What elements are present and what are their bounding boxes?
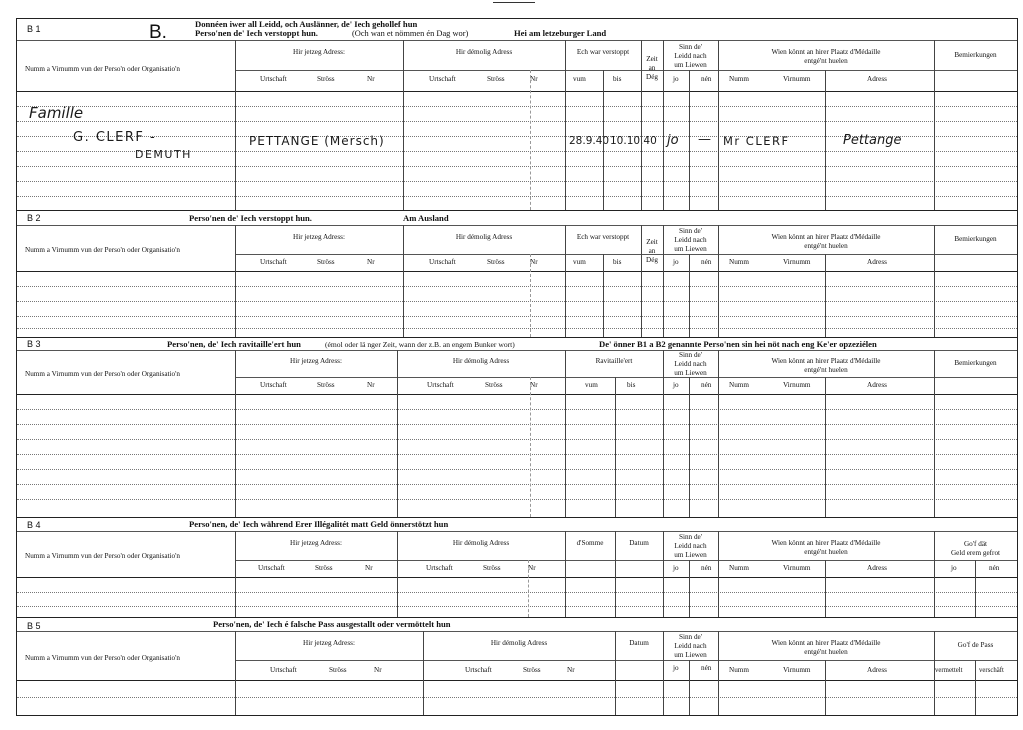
b5-date-header: Datum (629, 639, 649, 647)
b1-days-1: Zeit (646, 55, 658, 63)
b1-section-code: B 1 (27, 24, 41, 34)
b5-cur-nr: Nr (374, 666, 382, 674)
b1-entry-to: 10.10.40 (610, 135, 657, 147)
b2-to: bis (613, 258, 622, 266)
b1-old-locality: Urtschaft (429, 75, 456, 83)
b1-suffered-1: Sinn de' (678, 43, 703, 51)
b3-title-a: Perso'nen, de' Iech ravitaille'ert hun (167, 339, 301, 349)
b2-suffered-2: Leidd nach (674, 236, 707, 244)
b4-name-col-header: Numm a Virnumm vun der Perso'n oder Organisatio'n (25, 552, 181, 560)
b5-top-border (17, 617, 1017, 618)
b4-col (235, 531, 236, 617)
b2-row-line (17, 286, 1017, 287)
b3-row-line (17, 409, 1017, 410)
top-mark (493, 2, 535, 3)
b1-to: bis (613, 75, 622, 83)
b1-col (603, 70, 604, 210)
b4-row-line (17, 592, 1017, 593)
b4-old-locality: Urtschaft (426, 564, 453, 572)
b3-top-border (17, 337, 1017, 338)
b4-section-code: B 4 (27, 520, 41, 530)
b2-col (825, 254, 826, 337)
b1-cur-street: Ströss (317, 75, 335, 83)
b3-col (615, 377, 616, 517)
b2-no: nén (701, 258, 712, 266)
b4-cur-street: Ströss (315, 564, 333, 572)
b3-yes: jo (673, 381, 679, 389)
b2-col (603, 254, 604, 337)
b4-sum-header: d'Somme (576, 539, 604, 547)
b1-header-bottom (17, 91, 1017, 92)
b4-top-border (17, 517, 1017, 518)
b1-current-addr-header: Hir jetzeg Adress: (293, 48, 345, 56)
b3-old-street: Ströss (485, 381, 503, 389)
b2-col (663, 225, 664, 337)
b1-hidden-header: Ech war verstoppt (576, 48, 630, 56)
b1-title-divider (17, 40, 1017, 41)
b2-medal-name: Numm (729, 258, 749, 266)
b4-old-nr: Nr (528, 564, 536, 572)
b4-no: nén (701, 564, 712, 572)
b1-medal-first: Virnumm (783, 75, 811, 83)
b2-col (235, 225, 236, 337)
b5-medal-addr: Adress (867, 666, 887, 674)
b4-yes: jo (673, 564, 679, 572)
b5-medal-name: Numm (729, 666, 749, 674)
b4-cur-locality: Urtschaft (258, 564, 285, 572)
b3-medal-addr: Adress (867, 381, 887, 389)
b5-pass-header: Go'f de Pass (957, 641, 994, 649)
b1-cur-nr: Nr (367, 75, 375, 83)
b5-name-col-header: Numm a Virnumm vun der Perso'n oder Organisatio'n (25, 654, 181, 662)
b4-medal-addr: Adress (867, 564, 887, 572)
b1-row-line (17, 196, 1017, 197)
b1-days-3: Dég (646, 73, 658, 81)
b4-suffered-2: Leidd nach (674, 542, 707, 550)
b3-col (530, 377, 531, 517)
b3-col (825, 377, 826, 517)
b5-section-code: B 5 (27, 621, 41, 631)
b3-subheader-divider (235, 377, 1017, 378)
b3-row-line (17, 424, 1017, 425)
b2-top-border (17, 210, 1017, 211)
b3-old-locality: Urtschaft (427, 381, 454, 389)
b2-section-code: B 2 (27, 213, 41, 223)
b1-suffered-2: Leidd nach (674, 52, 707, 60)
b4-col (528, 560, 529, 617)
b1-top-border (17, 18, 1017, 19)
b1-entry-medal-addr: Pettange (843, 133, 902, 148)
b1-entry-from: 28.9.40 (569, 135, 610, 147)
b4-col (615, 531, 616, 617)
b3-old-nr: Nr (530, 381, 538, 389)
b5-medal-2: entgé'nt huelen (804, 648, 848, 656)
b2-title-a: Perso'nen de' Iech verstoppt hun. (189, 213, 312, 223)
b4-current-addr-header: Hir jetzeg Adress: (290, 539, 342, 547)
b1-col (403, 40, 404, 210)
b4-header-bottom (17, 577, 1017, 578)
b1-col (530, 70, 531, 210)
b4-col (663, 531, 664, 617)
b2-col (718, 225, 719, 337)
b1-row-line (17, 121, 1017, 122)
b5-old-locality: Urtschaft (465, 666, 492, 674)
b2-col (565, 225, 566, 337)
b5-suffered-2: Leidd nach (674, 642, 707, 650)
b1-old-nr: Nr (530, 75, 538, 83)
b5-medal-1: Wien könnt an hirer Plaatz d'Médaille (771, 639, 881, 647)
b1-title-line1: Donnéen iwer all Leidd, och Auslänner, de' Iech gehollef hun (195, 19, 418, 29)
b2-old-locality: Urtschaft (429, 258, 456, 266)
b3-title-c: De' önner B1 a B2 genannte Perso'nen sin hei nöt nach eng Ke'er opzeziélen (599, 339, 877, 349)
b4-returned-1: Go'f dät (963, 540, 988, 548)
b1-col (689, 70, 690, 210)
b2-col (689, 254, 690, 337)
b5-title: Perso'nen, de' Iech é falsche Pass ausgestallt oder vermöttelt hun (213, 619, 451, 629)
b4-cur-nr: Nr (365, 564, 373, 572)
b5-col (718, 631, 719, 715)
b2-row-line (17, 316, 1017, 317)
b5-old-nr: Nr (567, 666, 575, 674)
b3-supply-header: Ravitaille'ert (595, 357, 633, 365)
b4-col (934, 531, 935, 617)
b2-days-1: Zeit (646, 238, 658, 246)
b1-old-street: Ströss (487, 75, 505, 83)
b2-cur-nr: Nr (367, 258, 375, 266)
b1-col (718, 40, 719, 210)
b4-subheader-divider (235, 560, 1017, 561)
b3-col (689, 377, 690, 517)
b5-col (975, 660, 976, 715)
b5-current-addr-header: Hir jetzeg Adress: (303, 639, 355, 647)
b1-entry-yes: jo (667, 133, 679, 148)
form-bottom-border (17, 715, 1017, 716)
b5-suffered-3: um Liewen (674, 651, 707, 659)
b3-col (397, 350, 398, 517)
b2-days-2: an (648, 247, 656, 255)
b3-col (934, 350, 935, 517)
b2-medal-1: Wien könnt an hirer Plaatz d'Médaille (771, 233, 881, 241)
b3-medal-2: entgé'nt huelen (804, 366, 848, 374)
b2-hidden-header: Ech war verstoppt (576, 233, 630, 241)
b3-col (235, 350, 236, 517)
b1-col (565, 40, 566, 210)
b1-remarks: Bemierkungen (954, 51, 997, 59)
b4-former-addr-header: Hir démolig Adress (452, 539, 510, 547)
b1-name-col-header: Numm a Virnumm vun der Perso'n oder Organisatio'n (25, 65, 181, 73)
b2-remarks: Bemierkungen (954, 235, 997, 243)
b1-cur-locality: Urtschaft (260, 75, 287, 83)
b4-col (825, 560, 826, 617)
b3-title-b: (émol oder lä nger Zeit, wann der z.B. an engem Bunker wort) (325, 340, 515, 349)
b2-days-3: Dég (646, 256, 658, 264)
b4-date-header: Datum (629, 539, 649, 547)
b4-col (975, 560, 976, 617)
b1-col (235, 40, 236, 210)
b3-col (718, 350, 719, 517)
b4-medal-2: entgé'nt huelen (804, 548, 848, 556)
b5-no: nén (701, 664, 712, 672)
b2-title-divider (17, 225, 1017, 226)
b2-cur-locality: Urtschaft (260, 258, 287, 266)
b5-old-street: Ströss (523, 666, 541, 674)
b1-title-line2b: (Och wan et nömmen én Dag wor) (352, 29, 469, 38)
b1-row-line (17, 106, 1017, 107)
b4-col (718, 531, 719, 617)
b4-medal-name: Numm (729, 564, 749, 572)
b5-title-divider (17, 631, 1017, 632)
b4-suffered-1: Sinn de' (678, 533, 703, 541)
b3-suffered-1: Sinn de' (678, 351, 703, 359)
b3-cur-nr: Nr (367, 381, 375, 389)
b1-col (663, 40, 664, 210)
b3-no: nén (701, 381, 712, 389)
b5-yes: jo (673, 664, 679, 672)
b2-header-bottom (17, 271, 1017, 272)
b1-medal-1: Wien könnt an hirer Plaatz d'Médaille (771, 48, 881, 56)
b5-row-line (17, 697, 1017, 698)
b4-suffered-3: um Liewen (674, 551, 707, 559)
b5-cur-locality: Urtschaft (270, 666, 297, 674)
b4-medal-1: Wien könnt an hirer Plaatz d'Médaille (771, 539, 881, 547)
b1-yes: jo (673, 75, 679, 83)
b1-medal-name: Numm (729, 75, 749, 83)
b1-suffered-3: um Liewen (674, 61, 707, 69)
b1-entry-name-line3: DEMUTH (135, 148, 192, 161)
b3-medal-first: Virnumm (783, 381, 811, 389)
b3-current-addr-header: Hir jetzeg Adress: (290, 357, 342, 365)
b1-title-line2a: Perso'nen de' Iech verstoppt hun. (195, 28, 318, 38)
b1-title-line2c: Hei am letzeburger Land (514, 28, 607, 38)
b1-row-line (17, 166, 1017, 167)
questionnaire-form-b (16, 18, 1018, 716)
b3-suffered-2: Leidd nach (674, 360, 707, 368)
b3-row-line (17, 469, 1017, 470)
b5-col (663, 631, 664, 715)
b3-medal-1: Wien könnt an hirer Plaatz d'Médaille (771, 357, 881, 365)
b2-old-nr: Nr (530, 258, 538, 266)
b2-title-b: Am Ausland (403, 213, 449, 223)
b1-entry-name-line2: G. CLERF - (73, 130, 157, 145)
b1-col (934, 40, 935, 210)
b5-issued: vermettelt (935, 667, 963, 674)
b3-section-code: B 3 (27, 339, 41, 349)
b1-days-2: an (648, 64, 656, 72)
b3-row-line (17, 484, 1017, 485)
b2-col (641, 225, 642, 337)
b1-no: nén (701, 75, 712, 83)
b3-cur-locality: Urtschaft (260, 381, 287, 389)
b5-header-bottom (17, 680, 1017, 681)
b3-row-line (17, 499, 1017, 500)
b5-col (615, 631, 616, 715)
b2-from: vum (573, 258, 586, 266)
b4-title: Perso'nen, de' Iech während Erer Illégalitét matt Geld önnerstötzt hun (189, 519, 449, 529)
b4-returned-2: Geld erem gefrot (950, 549, 1001, 557)
b2-suffered-3: um Liewen (674, 245, 707, 253)
b2-row-line (17, 301, 1017, 302)
b5-passed-on: verschäft (979, 667, 1004, 674)
b5-col (423, 631, 424, 715)
b3-name-col-header: Numm a Virnumm vun der Perso'n oder Organisatio'n (25, 370, 181, 378)
b2-current-addr-header: Hir jetzeg Adress: (293, 233, 345, 241)
b1-entry-name-line1: Famille (29, 104, 84, 122)
b3-cur-street: Ströss (317, 381, 335, 389)
b3-row-line (17, 439, 1017, 440)
b2-old-street: Ströss (487, 258, 505, 266)
b2-col (934, 225, 935, 337)
b5-cur-street: Ströss (329, 666, 347, 674)
b1-col (825, 70, 826, 210)
b1-former-addr-header: Hir démolig Adress (455, 48, 513, 56)
b4-col (397, 531, 398, 617)
b3-row-line (17, 454, 1017, 455)
b1-entry-medal-name: Mr CLERF (723, 134, 790, 148)
b1-from: vum (573, 75, 586, 83)
b4-title-divider (17, 531, 1017, 532)
b1-col (641, 40, 642, 210)
b4-returned-yes: jo (951, 564, 957, 572)
b3-title-divider (17, 350, 1017, 351)
b5-col (235, 631, 236, 715)
b2-medal-first: Virnumm (783, 258, 811, 266)
b2-suffered-1: Sinn de' (678, 227, 703, 235)
b1-entry-no: — (698, 132, 711, 147)
b1-medal-2: entgé'nt huelen (804, 57, 848, 65)
b1-subheader-divider (235, 70, 1017, 71)
b5-suffered-1: Sinn de' (678, 633, 703, 641)
b3-medal-name: Numm (729, 381, 749, 389)
b2-former-addr-header: Hir démolig Adress (455, 233, 513, 241)
b2-cur-street: Ströss (317, 258, 335, 266)
b2-row-line (17, 328, 1017, 329)
b3-header-bottom (17, 394, 1017, 395)
b3-col (565, 350, 566, 517)
b3-remarks: Bemierkungen (954, 359, 997, 367)
b3-col (663, 350, 664, 517)
b2-medal-addr: Adress (867, 258, 887, 266)
b2-yes: jo (673, 258, 679, 266)
b1-medal-addr: Adress (867, 75, 887, 83)
b3-former-addr-header: Hir démolig Adress (452, 357, 510, 365)
b2-col (530, 254, 531, 337)
b4-col (565, 531, 566, 617)
form-letter: B. (149, 22, 167, 43)
b5-former-addr-header: Hir démolig Adress (490, 639, 548, 647)
b4-medal-first: Virnumm (783, 564, 811, 572)
b4-old-street: Ströss (483, 564, 501, 572)
b3-to: bis (627, 381, 636, 389)
b2-medal-2: entgé'nt huelen (804, 242, 848, 250)
b2-col (403, 225, 404, 337)
b4-row-line (17, 606, 1017, 607)
b5-col (934, 631, 935, 715)
b4-col (689, 560, 690, 617)
b2-name-col-header: Numm a Virnumm vun der Perso'n oder Organisatio'n (25, 246, 181, 254)
b5-col (689, 660, 690, 715)
b2-subheader-divider (235, 254, 1017, 255)
b1-entry-address: PETTANGE (Mersch) (249, 134, 385, 148)
b4-returned-no: nén (989, 564, 1000, 572)
b1-row-line (17, 181, 1017, 182)
b5-col (825, 660, 826, 715)
b3-suffered-3: um Liewen (674, 369, 707, 377)
b3-from: vum (585, 381, 598, 389)
b5-subheader-divider (235, 660, 1017, 661)
b5-medal-first: Virnumm (783, 666, 811, 674)
